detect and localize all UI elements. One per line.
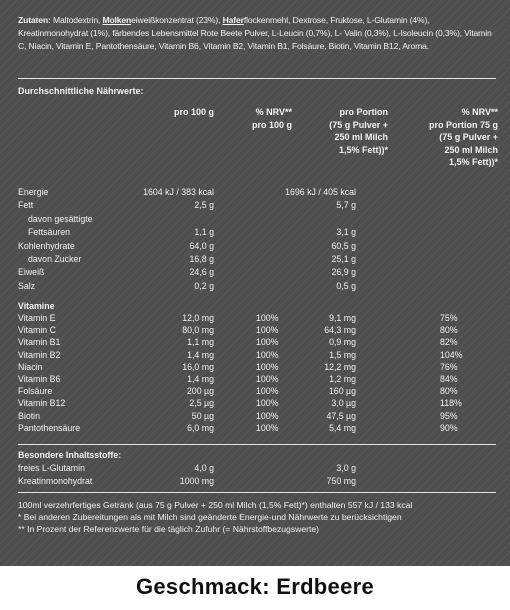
row-label: davon Zucker (28, 254, 82, 264)
value-per-100g: 24,6 g (189, 267, 214, 278)
table-row (0, 254, 510, 266)
nrv-per-portion: 95% (440, 410, 458, 421)
nrv-per-100g: 100% (256, 337, 279, 348)
value-per-100g: 50 µg (191, 410, 214, 421)
row-label: Vitamin B12 (18, 398, 66, 409)
table-row (0, 214, 510, 226)
row-label: Vitamin B6 (18, 374, 61, 384)
value-per-100g: 0,2 g (194, 280, 214, 291)
ingredients-part: flockenmehl, Dextrose, Fruktose, L-Glutamin (4%), Kreatinmonohydrat (1%), färbendes Lebensmittel Rote Beete Pulver, L-Leucin (0,7%), L- Valin (0,3%), L-Isoleucin (0,3%), Vitamin C, Niacin, Vitamin E, Pantothensäure, Vitamin B6, Vitamin B2, Vitamin B1, Folsäure, Biotin, Vitamin B12, Aroma. (18, 15, 492, 52)
nrv-per-portion: 75% (440, 313, 458, 323)
row-label: Niacin (18, 361, 43, 372)
value-per-portion: 750 mg (326, 475, 356, 486)
value-per-portion: 9,1 mg (329, 313, 356, 323)
nrv-per-portion: 80% (440, 325, 458, 336)
table-row (0, 187, 510, 199)
value-per-portion: 64,3 mg (324, 325, 356, 336)
value-per-100g: 1000 mg (179, 475, 214, 486)
row-label: Kreatinmonohydrat (18, 475, 93, 486)
nutrition-title: Durchschnittliche Nährwerte: (18, 86, 144, 96)
footer-line-2: * Bei anderen Zubereitungen als mit Milch sind geänderte Energie-und Nährwerte zu berücksichtigen (18, 512, 402, 522)
nrv-per-portion: 80% (440, 386, 458, 397)
header-per-portion: pro Portion (75 g Pulver + 250 ml Milch 1,5% Fett))* (329, 107, 388, 155)
nrv-per-portion: 84% (440, 374, 458, 384)
divider (18, 78, 496, 79)
ingredients-part: Maltodextrin, (50, 15, 103, 25)
row-label: Pantothensäure (18, 422, 81, 433)
value-per-portion: 5,4 mg (329, 422, 356, 433)
value-per-portion: 47,5 µg (326, 410, 356, 421)
nrv-per-portion: 90% (440, 422, 458, 433)
value-per-portion: 60,5 g (331, 240, 356, 251)
nrv-per-100g: 100% (256, 398, 279, 409)
nrv-per-100g: 100% (256, 349, 279, 360)
row-label: Biotin (18, 410, 41, 421)
ingredients-text (18, 14, 496, 54)
table-row (0, 325, 510, 337)
table-row (0, 411, 510, 423)
table-row (0, 313, 510, 325)
value-per-100g: 1604 kJ / 383 kcal (143, 187, 214, 197)
nrv-per-100g: 100% (256, 325, 279, 336)
nrv-per-100g: 100% (256, 374, 279, 384)
table-row (0, 200, 510, 212)
table-row (0, 241, 510, 253)
nrv-per-100g: 100% (256, 386, 279, 397)
value-per-portion: 1,5 mg (329, 349, 356, 360)
row-label: freies L-Glutamin (18, 463, 85, 473)
footer-line-3: ** In Prozent der Referenzwerte für die täglich Zufuhr (= Nährstoffbezugswerte) (18, 524, 320, 534)
value-per-portion: 26,9 g (331, 267, 356, 278)
value-per-100g: 1,1 mg (187, 337, 214, 348)
value-per-portion: 160 µg (328, 386, 356, 397)
value-per-portion: 25,1 g (331, 254, 356, 264)
table-row (0, 362, 510, 374)
row-label: Kohlenhydrate (18, 240, 75, 251)
table-row (0, 423, 510, 435)
row-label: davon gesättigte (28, 213, 93, 224)
divider (18, 492, 496, 493)
table-row (0, 463, 510, 475)
value-per-100g: 16,0 mg (182, 361, 214, 372)
value-per-100g: 1,4 mg (187, 374, 214, 384)
nrv-per-100g: 100% (256, 410, 279, 421)
value-per-100g: 64,0 g (189, 240, 214, 251)
row-label: Vitamin B1 (18, 337, 61, 348)
value-per-100g: 4,0 g (194, 463, 214, 473)
nrv-per-portion: 76% (440, 361, 458, 372)
table-row (0, 374, 510, 386)
flavor-label: Geschmack: Erdbeere (135, 574, 375, 599)
row-label: Salz (18, 280, 36, 291)
ingredients-part: eiweißkonzentrat (23%), (131, 15, 223, 25)
allergen-milk: Molken (102, 15, 132, 25)
row-label: Fettsäuren (28, 227, 71, 238)
value-per-100g: 1,1 g (194, 227, 214, 238)
value-per-portion: 3,1 g (336, 227, 356, 238)
value-per-portion: 12,2 mg (324, 361, 356, 372)
table-row (0, 227, 510, 239)
value-per-portion: 1,2 mg (329, 374, 356, 384)
value-per-portion: 5,7 g (336, 200, 356, 211)
nrv-per-100g: 100% (256, 313, 279, 323)
nrv-per-100g: 100% (256, 422, 279, 433)
row-label: Vitamin E (18, 313, 56, 323)
table-row (0, 476, 510, 488)
value-per-100g: 6,0 mg (187, 422, 214, 433)
value-per-portion: 1696 kJ / 405 kcal (285, 187, 356, 197)
header-nrv-100g: % NRV** pro 100 g (251, 107, 292, 130)
row-label: Fett (18, 200, 34, 211)
header-nrv-portion: % NRV** pro Portion 75 g (75 g Pulver + 250 ml Milch 1,5% Fett))* (428, 107, 498, 168)
table-row (0, 350, 510, 362)
ingredients-label: Zutaten: (18, 15, 51, 25)
value-per-100g: 16,8 g (189, 254, 214, 264)
value-per-100g: 12,0 mg (182, 313, 214, 323)
row-label: Vitamin B2 (18, 349, 61, 360)
value-per-portion: 0,9 mg (329, 337, 356, 348)
value-per-portion: 3,0 µg (331, 398, 356, 409)
value-per-100g: 2,5 g (194, 200, 214, 211)
nrv-per-portion: 104% (440, 349, 463, 360)
vitamins-title: Vitamine (18, 301, 55, 311)
row-label: Vitamin C (18, 325, 56, 336)
table-row (0, 337, 510, 349)
value-per-100g: 2,5 µg (189, 398, 214, 409)
special-title: Besondere Inhaltsstoffe: (18, 450, 122, 460)
nrv-per-100g: 100% (256, 361, 279, 372)
row-label: Energie (18, 187, 49, 197)
value-per-100g: 1,4 mg (187, 349, 214, 360)
flavor-bar (0, 566, 510, 610)
row-label: Eiweiß (18, 267, 45, 278)
allergen-oat: Hafer (222, 15, 244, 25)
table-row (0, 386, 510, 398)
value-per-100g: 200 µg (186, 386, 214, 397)
footer-line-1: 100ml verzehrfertiges Getränk (aus 75 g Pulver + 250 ml Milch (1,5% Fett)*) enthalten 557 kJ / 133 kcal (18, 500, 413, 510)
table-row (0, 398, 510, 410)
table-row (0, 267, 510, 279)
value-per-portion: 0,5 g (336, 280, 356, 291)
divider (18, 444, 496, 445)
nrv-per-portion: 118% (440, 398, 462, 409)
value-per-100g: 80,0 mg (182, 325, 214, 336)
table-row (0, 281, 510, 293)
row-label: Folsäure (18, 386, 53, 397)
nrv-per-portion: 82% (440, 337, 458, 348)
value-per-portion: 3,0 g (336, 463, 356, 473)
header-per-100g: pro 100 g (173, 107, 214, 117)
